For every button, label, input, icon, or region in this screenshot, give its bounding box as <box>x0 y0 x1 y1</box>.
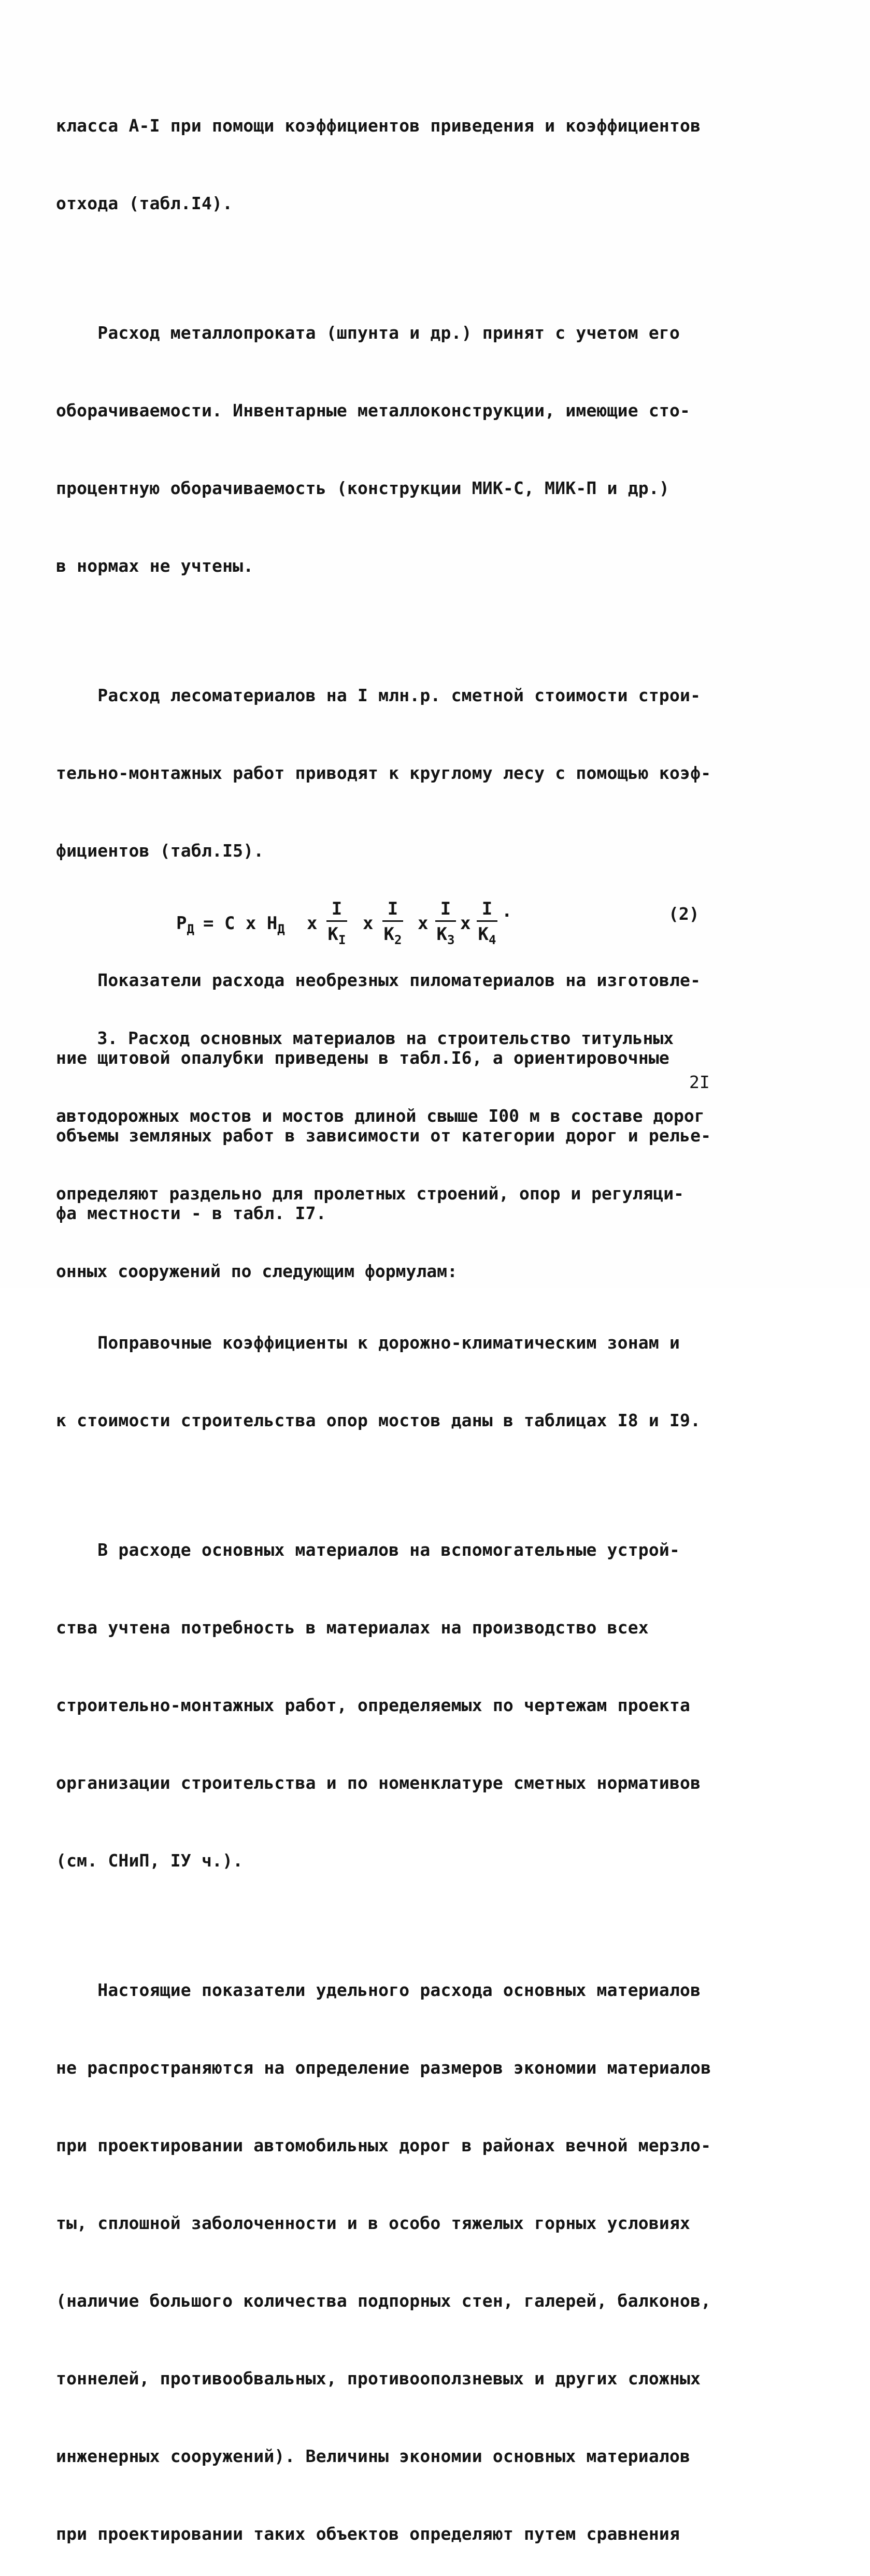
formula-sub: I <box>338 933 346 947</box>
text-line: тоннелей, противообвальных, противооползневых и других сложных <box>56 2368 701 2389</box>
text-line: отхода (табл.I4). <box>56 193 233 213</box>
text-line: (наличие большого количества подпорных стен, галерей, балконов, <box>56 2291 711 2311</box>
paragraph-2 <box>56 268 730 631</box>
text-line: оборачиваемости. Инвентарные металлоконструкции, имеющие сто- <box>56 400 691 421</box>
text-line: ние щитовой опалубки приведены в табл.I6, а ориентировочные <box>56 1048 669 1068</box>
fraction-k2 <box>382 899 403 945</box>
fraction-bar <box>382 920 403 922</box>
text-line: объемы земляных работ в зависимости от категории дорог и релье- <box>56 1125 711 1146</box>
formula-sub: 2 <box>394 933 402 947</box>
formula-lhs <box>176 913 194 934</box>
formula-eq <box>203 913 285 934</box>
fraction-numerator: I <box>481 899 493 919</box>
text-line: автодорожных мостов и мостов длиной свыше I00 м в составе дорог <box>56 1106 705 1126</box>
formula-sub-d: Д <box>187 922 194 936</box>
fraction-numerator: I <box>331 899 343 919</box>
fraction-numerator: I <box>440 899 451 919</box>
text-line: организации строительства и по номенклатуре сметных нормативов <box>56 1773 701 1793</box>
formula-times: х <box>418 913 429 934</box>
paragraph-3 <box>56 631 730 916</box>
fraction-numerator: I <box>387 899 398 919</box>
text-line: класса А-I при помощи коэффициентов приведения и коэффициентов <box>56 115 701 136</box>
fraction-bar <box>326 920 347 922</box>
formula-k: К <box>436 924 448 945</box>
fraction-denominator <box>326 924 347 945</box>
text-line: ства учтена потребность в материалах на производство всех <box>56 1617 649 1638</box>
fraction-bar <box>435 920 456 922</box>
formula-eq-text: = С х Н <box>203 913 278 934</box>
text-line: (см. СНиП, IУ ч.). <box>56 1850 244 1871</box>
formula-times: х <box>460 913 471 934</box>
text-line: строительно-монтажных работ, определяемых по чертежам проекта <box>56 1695 691 1715</box>
text-line: Показатели расхода необрезных пиломатериалов на изготовле- <box>56 970 701 990</box>
formula-sub: 3 <box>447 933 455 947</box>
text-line: к стоимости строительства опор мостов даны в таблицах I8 и I9. <box>56 1410 701 1430</box>
fraction-denominator <box>382 924 403 945</box>
text-line: определяют раздельно для пролетных строений, опор и регуляци- <box>56 1183 684 1204</box>
text-line: при проектировании автомобильных дорог в районах вечной мерзло- <box>56 2135 711 2155</box>
text-line: Расход металлопроката (шпунта и др.) принят с учетом его <box>56 323 680 343</box>
paragraph-7 <box>56 1926 730 2576</box>
text-line: при проектировании таких объектов определяют путем сравнения <box>56 2524 680 2544</box>
text-line: в нормах не учтены. <box>56 556 254 576</box>
text-line: процентную оборачиваемость (конструкции МИК-С, МИК-П и др.) <box>56 478 669 498</box>
fraction-denominator <box>477 924 497 945</box>
text-line: фициентов (табл.I5). <box>56 841 264 861</box>
formula-sub-d: Д <box>277 922 285 936</box>
text-line: фа местности - в табл. I7. <box>56 1203 326 1223</box>
text-line: Настоящие показатели удельного расхода основных материалов <box>56 1980 701 2000</box>
equation-number: (2) <box>668 904 700 924</box>
fraction-denominator <box>435 924 456 945</box>
text-line: Поправочные коэффициенты к дорожно-климатическим зонам и <box>56 1333 680 1353</box>
paragraph-1 <box>56 61 730 268</box>
text-line: 3. Расход основных материалов на строительство титульных <box>56 1028 674 1048</box>
formula-sub: 4 <box>489 933 496 947</box>
text-line: не распространяются на определение размеров экономии материалов <box>56 2058 711 2078</box>
page-number: 2I <box>689 1072 710 1092</box>
text-line: инженерных сооружений). Величины экономии основных материалов <box>56 2446 691 2466</box>
text-line: В расходе основных материалов на вспомогательные устрой- <box>56 1540 680 1560</box>
paragraph-9 <box>56 974 730 1336</box>
formula-k: К <box>383 924 395 945</box>
formula-k: К <box>327 924 339 945</box>
text-line: Расход лесоматериалов на I млн.р. сметной стоимости строи- <box>56 685 701 705</box>
formula-times: х <box>363 913 374 934</box>
fraction-k3 <box>435 899 456 945</box>
formula-2 <box>176 899 725 966</box>
formula-symbol-p: Р <box>176 913 187 934</box>
fraction-k4 <box>477 899 497 945</box>
paragraph-6 <box>56 1485 730 1926</box>
formula-k: К <box>478 924 489 945</box>
text-line: тельно-монтажных работ приводят к круглому лесу с помощью коэф- <box>56 763 711 783</box>
formula-dot: . <box>502 901 512 921</box>
fraction-bar <box>477 920 497 922</box>
fraction-k1 <box>326 899 347 945</box>
text-line: онных сооружений по следующим формулам: <box>56 1261 458 1281</box>
formula-times: х <box>307 913 318 934</box>
text-line: ты, сплошной заболоченности и в особо тяжелых горных условиях <box>56 2213 691 2233</box>
